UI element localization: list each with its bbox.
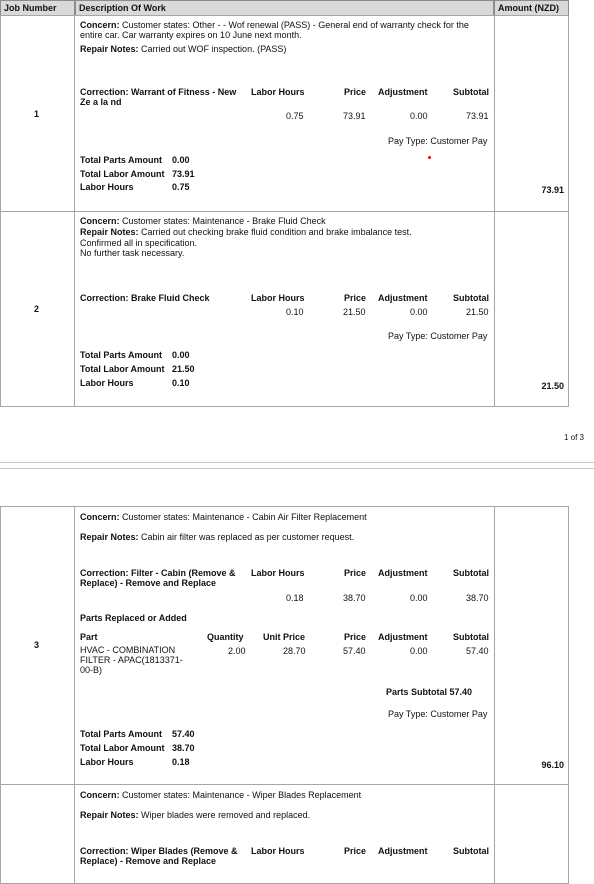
job-3-amount: 96.10 [541,760,564,770]
repair-notes-label: Repair Notes: [80,532,139,542]
repair-notes-label: Repair Notes: [80,227,139,237]
job-2-price: 21.50 [343,307,366,317]
header-job-number: Job Number [0,0,75,16]
repair-notes-text: Carried out WOF inspection. (PASS) [141,44,287,54]
job-3-total-parts-label: Total Parts Amount [80,729,163,739]
job-3-adjustment: 0.00 [410,593,428,603]
job-4-correction [80,846,245,866]
job-1-price-label: Price [344,87,367,97]
job-2-amount-cell [494,211,569,407]
job-3-total-labor-label: Total Labor Amount [80,743,165,753]
job-4-adjustment-label: Adjustment [378,846,428,856]
parts-subtotal-value: 57.40 [449,687,473,697]
repair-notes-text: Wiper blades were removed and replaced. [141,810,311,820]
job-3-part-price: 57.40 [343,646,366,656]
job-2-correction [80,293,210,303]
job-3-correction [80,568,245,588]
job-2-subtotal: 21.50 [466,307,489,317]
job-2-total-labor-label: Total Labor Amount [80,364,165,374]
concern-text: Customer states: Maintenance - Brake Fluid Check [122,216,326,226]
job-3-number: 3 [33,640,39,650]
job-2-repair-notes-line2: Confirmed all in specification. [80,238,198,248]
job-4-subtotal-label: Subtotal [453,846,489,856]
job-1-total-parts: 0.00 [172,155,190,165]
job-3-unit-price-label: Unit Price [263,632,306,642]
job-3-subtotal: 38.70 [466,593,489,603]
header-amount: Amount (NZD) [494,0,569,16]
repair-notes-text: Cabin air filter was replaced as per customer request. [141,532,355,542]
job-3-concern [80,512,367,522]
concern-label: Concern: [80,20,120,30]
job-1-pay-type: Pay Type: Customer Pay [388,136,488,146]
correction-label: Correction: [80,87,129,97]
job-3-part-name: HVAC - COMBINATION FILTER - APAC(1813371-00-B) [80,645,183,675]
job-2-total-parts-label: Total Parts Amount [80,350,163,360]
job-4-number-cell [0,784,75,884]
correction-text: Warrant of Fitness - New Ze a la nd [80,87,237,107]
job-3-part-quantity: 2.00 [228,646,246,656]
job-1-labor-hours: 0.75 [286,111,304,121]
job-3-hours: 0.18 [172,757,190,767]
job-3-part-adjustment-label: Adjustment [378,632,428,642]
job-3-pay-type: Pay Type: Customer Pay [388,709,488,719]
page-break-line [0,468,594,469]
concern-text: Customer states: Other - - Wof renewal (PASS) - General end of warranty check for the entire car. Car warranty expires on 10 June next month. [80,20,469,40]
job-1-correction [80,87,245,107]
job-2-subtotal-label: Subtotal [453,293,489,303]
job-3-hours-label: Labor Hours [80,757,134,767]
job-3-total-parts: 57.40 [172,729,195,739]
job-3-part-subtotal-label: Subtotal [453,632,489,642]
job-3-quantity-label: Quantity [207,632,244,642]
correction-text: Filter - Cabin (Remove & Replace) - Remove and Replace [80,568,236,588]
job-2-total-labor: 21.50 [172,364,195,374]
job-1-adjustment: 0.00 [410,111,428,121]
correction-label: Correction: [80,568,129,578]
job-3-subtotal-label: Subtotal [453,568,489,578]
repair-notes-label: Repair Notes: [80,44,139,54]
job-2-concern [80,216,326,226]
job-1-total-parts-label: Total Parts Amount [80,155,163,165]
job-1-total-labor-label: Total Labor Amount [80,169,165,179]
job-2-repair-notes [80,227,412,237]
job-1-repair-notes [80,44,286,54]
concern-label: Concern: [80,512,120,522]
job-1-number: 1 [33,109,39,119]
job-3-price-label: Price [344,568,367,578]
job-2-price-label: Price [344,293,367,303]
job-1-subtotal: 73.91 [466,111,489,121]
job-2-adjustment: 0.00 [410,307,428,317]
job-3-total-labor: 38.70 [172,743,195,753]
job-2-repair-notes-line3: No further task necessary. [80,248,185,258]
job-3-labor-hours: 0.18 [286,593,304,603]
job-2-hours: 0.10 [172,378,190,388]
job-1-adjustment-label: Adjustment [378,87,428,97]
job-2-pay-type: Pay Type: Customer Pay [388,331,488,341]
job-3-price: 38.70 [343,593,366,603]
job-3-amount-cell [494,506,569,785]
correction-label: Correction: [80,846,129,856]
job-1-hours: 0.75 [172,182,190,192]
correction-text: Brake Fluid Check [131,293,210,303]
job-3-adjustment-label: Adjustment [378,568,428,578]
job-4-price-label: Price [344,846,367,856]
header-description: Description Of Work [75,0,494,16]
job-2-hours-label: Labor Hours [80,378,134,388]
job-3-repair-notes [80,532,354,542]
correction-label: Correction: [80,293,129,303]
job-2-labor-hours-label: Labor Hours [251,293,305,303]
job-2-labor-hours: 0.10 [286,307,304,317]
job-2-adjustment-label: Adjustment [378,293,428,303]
page-indicator: 1 of 3 [563,433,584,442]
job-1-subtotal-label: Subtotal [453,87,489,97]
job-3-part-subtotal: 57.40 [466,646,489,656]
job-1-hours-label: Labor Hours [80,182,134,192]
parts-subtotal-label: Parts Subtotal [386,687,448,697]
job-1-concern [80,20,490,40]
job-1-labor-hours-label: Labor Hours [251,87,305,97]
job-2-total-parts: 0.00 [172,350,190,360]
job-4-repair-notes [80,810,310,820]
concern-text: Customer states: Maintenance - Cabin Air Filter Replacement [122,512,367,522]
page-break-line [0,462,594,463]
job-3-part-adjustment: 0.00 [410,646,428,656]
job-3-part-price-label: Price [344,632,367,642]
job-1-amount: 73.91 [541,185,564,195]
job-3-parts-replaced-heading: Parts Replaced or Added [80,613,187,623]
job-4-amount-cell [494,784,569,884]
job-3-labor-hours-label: Labor Hours [251,568,305,578]
concern-text: Customer states: Maintenance - Wiper Blades Replacement [122,790,362,800]
job-3-part-unit-price: 28.70 [283,646,306,656]
job-3-part-label: Part [80,632,98,642]
job-2-amount: 21.50 [541,381,564,391]
job-1-total-labor: 73.91 [172,169,195,179]
job-4-concern [80,790,361,800]
job-1-price: 73.91 [343,111,366,121]
job-4-labor-hours-label: Labor Hours [251,846,305,856]
job-1-amount-cell [494,15,569,212]
concern-label: Concern: [80,216,120,226]
job-2-number: 2 [33,304,39,314]
repair-notes-text: Carried out checking brake fluid condition and brake imbalance test. [141,227,412,237]
concern-label: Concern: [80,790,120,800]
red-dot-marker [428,156,431,159]
repair-notes-label: Repair Notes: [80,810,139,820]
correction-text: Wiper Blades (Remove & Replace) - Remove and Replace [80,846,238,866]
job-3-parts-subtotal [386,687,472,697]
